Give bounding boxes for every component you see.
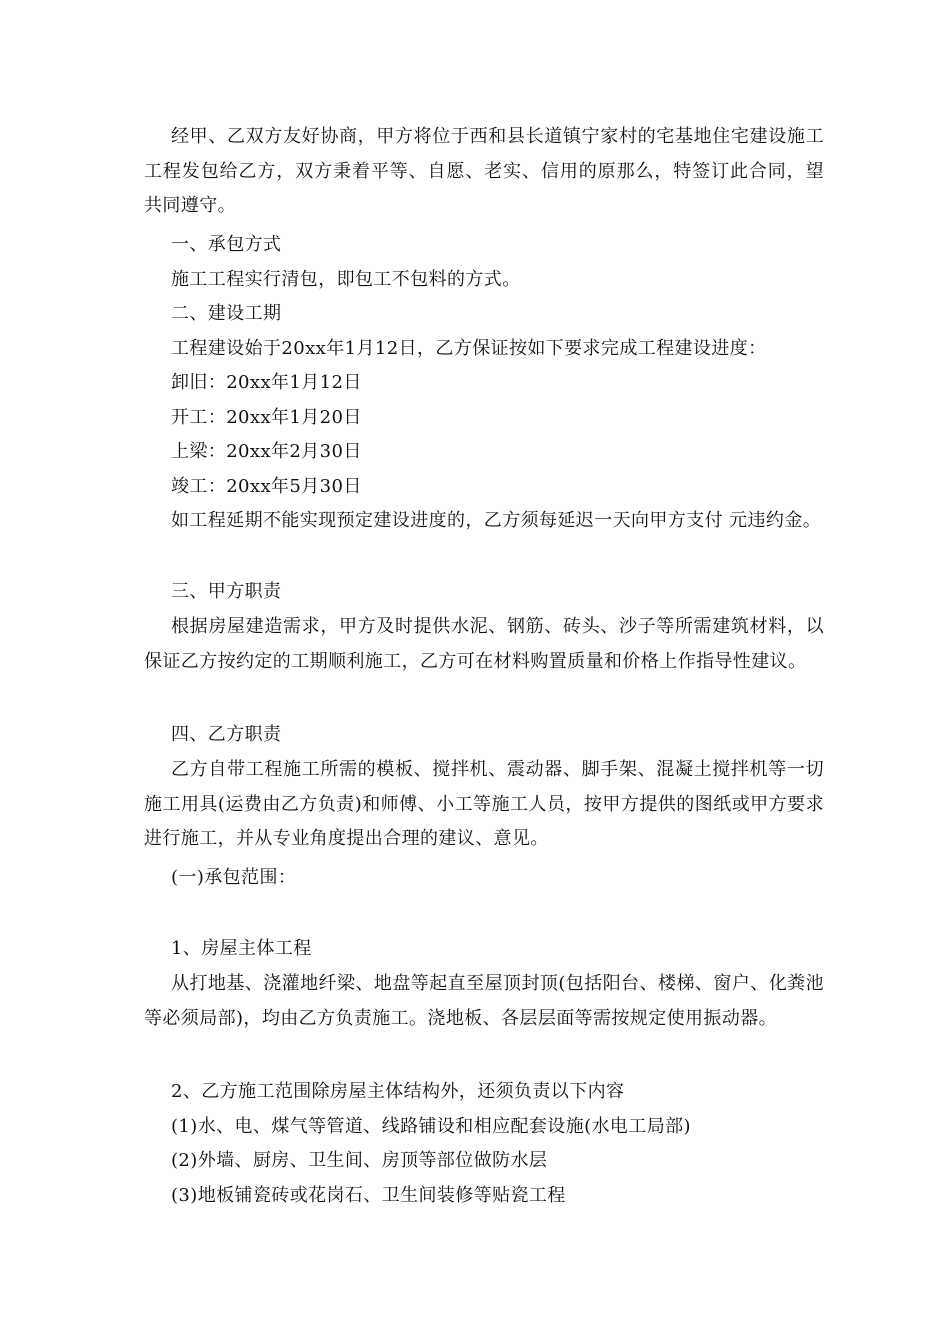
contract-method-paragraph: 施工工程实行清包，即包工不包料的方式。 xyxy=(171,269,521,290)
section-heading-contract-method: 一、承包方式 xyxy=(171,234,282,255)
section-heading-party-b: 四、乙方职责 xyxy=(171,724,282,745)
schedule-item-demolition: 卸旧：20xx年1月12日 xyxy=(171,372,362,393)
scope-subitem-waterproofing: (2)外墙、厨房、卫生间、房顶等部位做防水层 xyxy=(171,1150,548,1171)
schedule-paragraph: 工程建设始于20xx年1月12日，乙方保证按如下要求完成工程建设进度： xyxy=(171,338,767,359)
section-heading-schedule: 二、建设工期 xyxy=(171,303,282,324)
scope-item-main-structure: 1、房屋主体工程 xyxy=(171,938,312,959)
schedule-item-completion: 竣工：20xx年5月30日 xyxy=(171,476,362,497)
scope-heading: (一)承包范围： xyxy=(171,867,297,888)
scope-subitem-tiling: (3)地板铺瓷砖或花岗石、卫生间装修等贴瓷工程 xyxy=(171,1185,566,1206)
schedule-item-beam: 上梁：20xx年2月30日 xyxy=(171,441,362,462)
party-a-paragraph: 根据房屋建造需求，甲方及时提供水泥、钢筋、砖头、沙子等所需建筑材料，以保证乙方按约定的工期顺利施工，乙方可在材料购置质量和价格上作指导性建议。 xyxy=(144,616,824,672)
scope-subitem-utilities: (1)水、电、煤气等管道、线路铺设和相应配套设施(水电工局部) xyxy=(171,1116,691,1137)
schedule-item-start: 开工：20xx年1月20日 xyxy=(171,407,362,428)
delay-penalty-paragraph: 如工程延期不能实现预定建设进度的，乙方须每延迟一天向甲方支付 元违约金。 xyxy=(171,510,822,531)
intro-paragraph: 经甲、乙双方友好协商，甲方将位于西和县长道镇宁家村的宅基地住宅建设施工工程发包给乙方，双方秉着平等、自愿、老实、信用的原那么，特签订此合同，望共同遵守。 xyxy=(144,126,824,217)
main-structure-paragraph: 从打地基、浇灌地纤梁、地盘等起直至屋顶封顶(包括阳台、楼梯、窗户、化粪池等必须局部)，均由乙方负责施工。浇地板、各层层面等需按规定使用振动器。 xyxy=(144,973,824,1029)
party-b-paragraph: 乙方自带工程施工所需的模板、搅拌机、震动器、脚手架、混凝土搅拌机等一切施工用具(运费由乙方负责)和师傅、小工等施工人员，按甲方提供的图纸或甲方要求进行施工，并从专业角度提出合理的建议、意见。 xyxy=(144,759,824,850)
section-heading-party-a: 三、甲方职责 xyxy=(171,581,282,602)
scope-item-additional: 2、乙方施工范围除房屋主体结构外，还须负责以下内容 xyxy=(171,1081,625,1102)
